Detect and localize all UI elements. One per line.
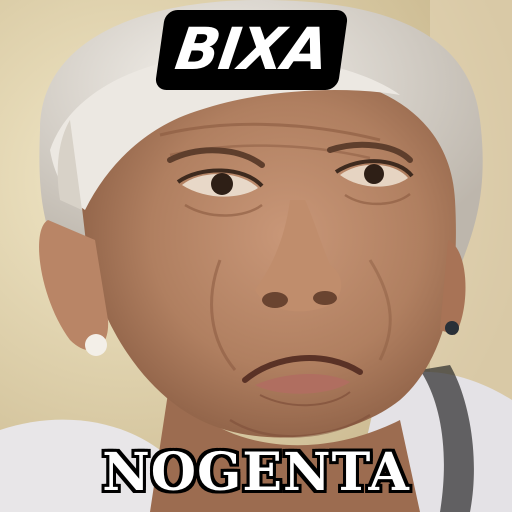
top-caption-box — [157, 12, 347, 88]
top-caption-text: BIXA — [171, 15, 333, 83]
top-caption — [170, 4, 334, 96]
bottom-caption-text: NOGENTA — [102, 442, 410, 503]
bottom-caption — [0, 440, 512, 512]
